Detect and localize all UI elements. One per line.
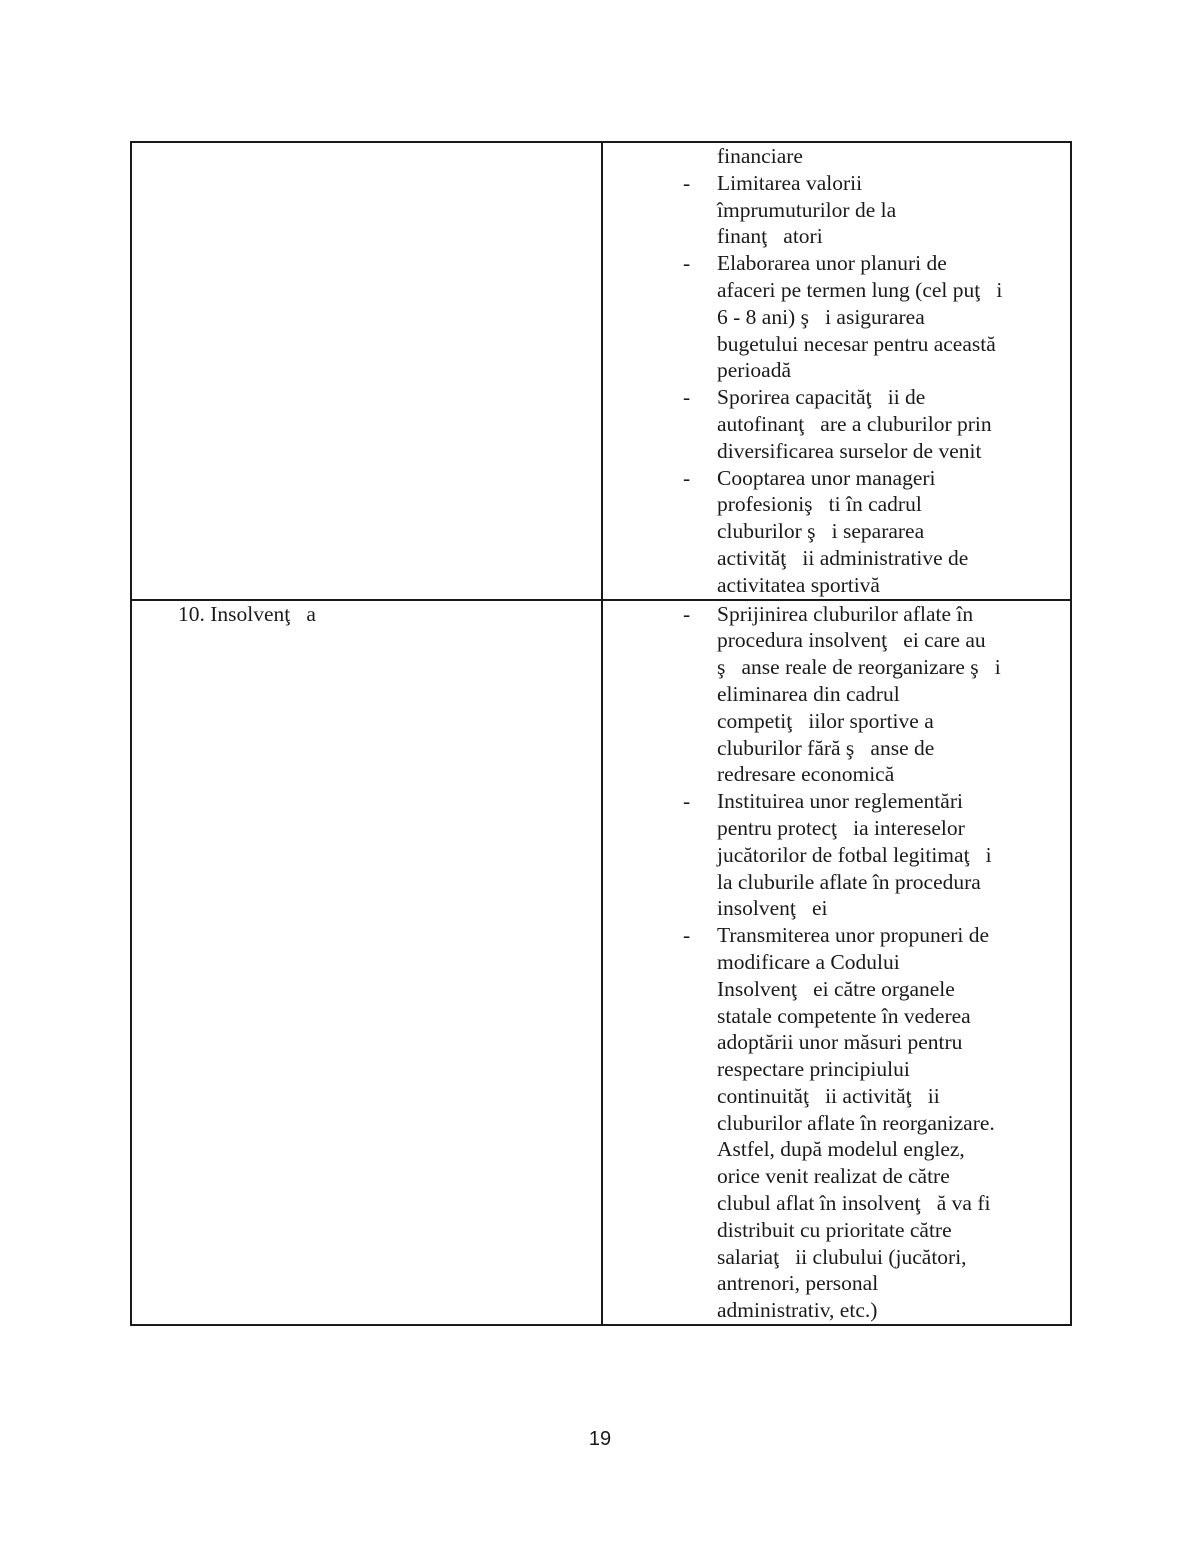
list-item-line: clubul aflat în insolvenţ ă va fi	[717, 1191, 991, 1216]
list-item	[603, 465, 1070, 599]
list-item-line: salariaţ ii clubului (jucători,	[717, 1244, 967, 1269]
list-item-line: la cluburile aflate în procedura	[717, 869, 981, 894]
list-item-line: orice venit realizat de către	[717, 1164, 950, 1189]
list-item-line: redresare economică	[717, 762, 895, 787]
list-item-line: procedura insolvenţ ei care au	[717, 628, 986, 653]
list-item-line: bugetului necesar pentru această	[717, 331, 996, 356]
list-item-line: distribuit cu prioritate către	[717, 1217, 952, 1242]
list-item-line: Elaborarea unor planuri de	[717, 251, 947, 276]
measures-list	[603, 601, 1070, 1325]
list-item-line: Sporirea capacităţ ii de	[717, 385, 926, 410]
list-item-line: 6 - 8 ani) ş i asigurarea	[717, 304, 925, 329]
bullet-dash: -	[683, 601, 691, 626]
list-item-line: cluburilor ş i separarea	[717, 519, 925, 544]
list-item	[603, 384, 1070, 464]
list-item-line: respectare principiului	[717, 1057, 910, 1082]
measures-table	[130, 141, 1072, 1326]
row-label-cell	[131, 142, 602, 600]
table-row	[131, 600, 1071, 1326]
list-item-line: pentru protecţ ia intereselor	[717, 815, 965, 840]
list-item-line: financiare	[717, 144, 803, 168]
row-label: 10. Insolvenţ a	[178, 601, 316, 626]
measures-cell	[602, 600, 1071, 1326]
list-item	[603, 143, 1070, 170]
list-item-line: autofinanţ are a cluburilor prin	[717, 411, 992, 436]
list-item-line: diversificarea surselor de venit	[717, 438, 982, 463]
list-item	[603, 922, 1070, 1324]
bullet-dash: -	[683, 789, 691, 814]
table-body	[131, 142, 1071, 1325]
list-item-line: afaceri pe termen lung (cel puţ i	[717, 277, 1003, 302]
bullet-dash: -	[683, 170, 691, 195]
list-item-line: Insolvenţ ei către organele	[717, 976, 955, 1001]
list-item-line: statale competente în vederea	[717, 1003, 971, 1028]
bullet-dash: -	[683, 251, 691, 276]
list-item-line: insolvenţ ei	[717, 896, 828, 921]
list-item-line: administrativ, etc.)	[717, 1298, 878, 1323]
list-item-line: activitatea sportivă	[717, 572, 880, 597]
list-item-line: cluburilor fără ş anse de	[717, 735, 935, 760]
list-item-line: adoptării unor măsuri pentru	[717, 1030, 963, 1055]
list-item-line: Limitarea valorii	[717, 170, 863, 195]
list-item-line: finanţ atori	[717, 224, 823, 249]
measures-cell	[602, 142, 1071, 600]
page-number: 19	[588, 1428, 612, 1450]
measures-list	[603, 143, 1070, 599]
list-item-line: Astfel, după modelul englez,	[717, 1137, 965, 1162]
list-item-line: ş anse reale de reorganizare ş i	[717, 655, 1001, 680]
list-item	[603, 250, 1070, 384]
bullet-dash: -	[683, 385, 691, 410]
row-label-cell	[131, 600, 602, 1326]
table-row	[131, 142, 1071, 600]
list-item-line: jucătorilor de fotbal legitimaţ i	[717, 842, 992, 867]
list-item-line: continuităţ ii activităţ ii	[717, 1083, 940, 1108]
list-item	[603, 601, 1070, 789]
list-item-line: perioadă	[717, 358, 792, 383]
list-item-line: Instituirea unor reglementări	[717, 789, 963, 814]
list-item-line: profesioniş ti în cadrul	[717, 492, 922, 517]
list-item-line: Sprijinirea cluburilor aflate în	[717, 601, 974, 626]
list-item-line: antrenori, personal	[717, 1271, 879, 1296]
list-item-line: cluburilor aflate în reorganizare.	[717, 1110, 995, 1135]
list-item-line: competiţ iilor sportive a	[717, 708, 934, 733]
list-item	[603, 170, 1070, 250]
list-item-line: modificare a Codului	[717, 949, 900, 974]
list-item-line: activităţ ii administrative de	[717, 545, 969, 570]
list-item-line: împrumuturilor de la	[717, 197, 897, 222]
list-item	[603, 788, 1070, 922]
bullet-dash: -	[683, 923, 691, 948]
list-item-line: Transmiterea unor propuneri de	[717, 923, 990, 948]
bullet-dash: -	[683, 465, 691, 490]
list-item-line: eliminarea din cadrul	[717, 681, 900, 706]
list-item-line: Cooptarea unor manageri	[717, 465, 936, 490]
